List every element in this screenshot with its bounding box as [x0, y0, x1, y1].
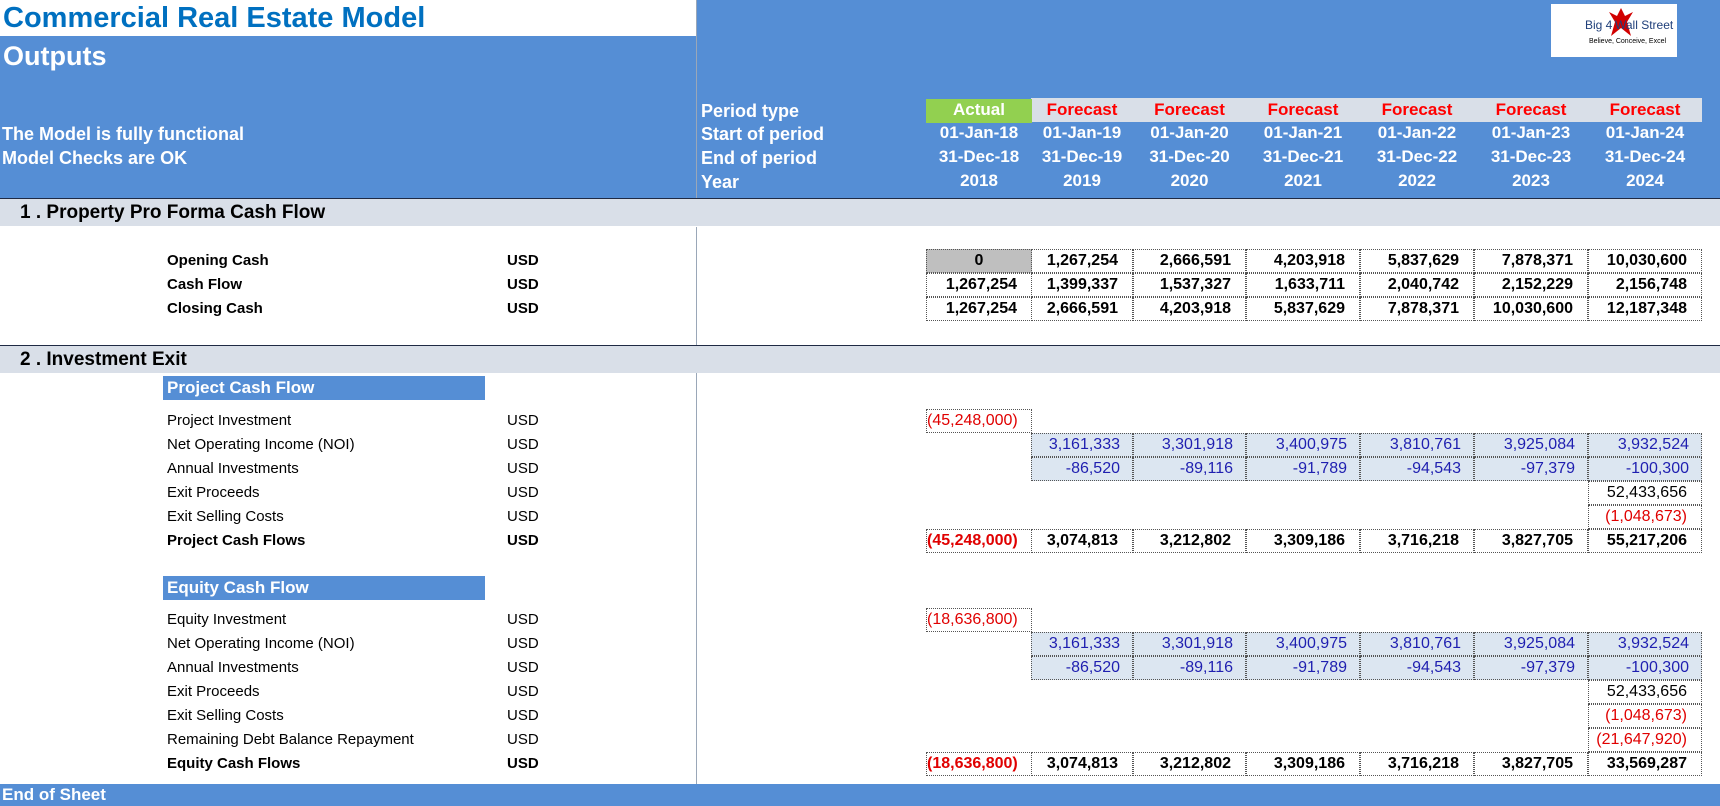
value-cell: -100,300 — [1588, 457, 1702, 481]
row-label: Project Cash Flows — [167, 532, 306, 549]
period-start-2024: 01-Jan-24 — [1605, 123, 1685, 142]
value-cell: 5,837,629 — [1360, 249, 1474, 273]
timeline-label-period-type: Period type — [701, 101, 800, 121]
value-cell: -97,379 — [1474, 656, 1588, 680]
value-cell: 3,309,186 — [1246, 752, 1360, 776]
row-label: Remaining Debt Balance Repayment — [167, 731, 414, 748]
model-status-checks: Model Checks are OK — [2, 148, 188, 168]
period-type-2020: Forecast — [1154, 100, 1225, 119]
row-label: Opening Cash — [167, 252, 269, 269]
row-label: Equity Investment — [167, 611, 287, 628]
value-cell: 3,810,761 — [1360, 433, 1474, 457]
period-start-2021: 01-Jan-21 — [1263, 123, 1343, 142]
value-cell: 3,074,813 — [1031, 529, 1133, 553]
value-cell: 52,433,656 — [1588, 680, 1702, 704]
value-cell: 2,666,591 — [1031, 297, 1133, 321]
value-cell: 3,161,333 — [1031, 632, 1133, 656]
row-label: Net Operating Income (NOI) — [167, 635, 355, 652]
value-cell: 3,301,918 — [1133, 433, 1246, 457]
timeline-label-start: Start of period — [701, 124, 825, 144]
period-end-2022: 31-Dec-22 — [1376, 147, 1458, 166]
row-label: Annual Investments — [167, 659, 299, 676]
period-start-2020: 01-Jan-20 — [1150, 123, 1229, 142]
value-cell: (18,636,800) — [926, 608, 1032, 632]
value-cell: 2,040,742 — [1360, 273, 1474, 297]
value-cell: 3,810,761 — [1360, 632, 1474, 656]
row-unit: USD — [507, 532, 539, 549]
row-label: Cash Flow — [167, 276, 243, 293]
row-unit: USD — [507, 707, 539, 724]
row-unit: USD — [507, 412, 539, 429]
value-cell: (45,248,000) — [926, 529, 1032, 553]
row-label: Exit Selling Costs — [167, 508, 284, 525]
value-cell: 1,633,711 — [1246, 273, 1360, 297]
value-cell: 3,400,975 — [1246, 632, 1360, 656]
value-cell: 2,152,229 — [1474, 273, 1588, 297]
value-cell: 3,827,705 — [1474, 752, 1588, 776]
period-type-2019: Forecast — [1046, 100, 1118, 119]
column-divider — [696, 0, 697, 806]
value-cell: 3,925,084 — [1474, 433, 1588, 457]
value-cell: 12,187,348 — [1588, 297, 1702, 321]
value-cell: 3,925,084 — [1474, 632, 1588, 656]
value-cell: 52,433,656 — [1588, 481, 1702, 505]
project-cash-flow-header: Project Cash Flow — [163, 376, 485, 400]
value-cell: 3,827,705 — [1474, 529, 1588, 553]
value-cell: 33,569,287 — [1588, 752, 1702, 776]
row-label: Exit Proceeds — [167, 683, 260, 700]
section-divider-1 — [0, 226, 1720, 227]
period-end-2024: 31-Dec-24 — [1604, 147, 1686, 166]
logo-right-text: Wall Street — [1615, 18, 1674, 32]
row-label: Net Operating Income (NOI) — [167, 436, 355, 453]
value-cell: -100,300 — [1588, 656, 1702, 680]
value-cell: 3,716,218 — [1360, 529, 1474, 553]
timeline-label-end: End of period — [701, 148, 817, 168]
row-label: Annual Investments — [167, 460, 299, 477]
period-type-2021: Forecast — [1267, 100, 1339, 119]
section-title: 2 . Investment Exit — [20, 349, 187, 370]
sheet-subtitle: Outputs — [3, 41, 107, 71]
period-year-2021: 2021 — [1284, 171, 1322, 190]
value-cell: 7,878,371 — [1474, 249, 1588, 273]
row-unit: USD — [507, 683, 539, 700]
row-unit: USD — [507, 300, 539, 317]
value-cell: (18,636,800) — [926, 752, 1032, 776]
row-label: Equity Cash Flows — [167, 755, 301, 772]
period-year-2023: 2023 — [1512, 171, 1550, 190]
row-unit: USD — [507, 659, 539, 676]
value-cell: 3,309,186 — [1246, 529, 1360, 553]
period-year-2020: 2020 — [1170, 171, 1209, 190]
value-cell: -94,543 — [1360, 656, 1474, 680]
value-cell: 0 — [926, 249, 1032, 273]
row-unit: USD — [507, 611, 539, 628]
period-year-2019: 2019 — [1063, 171, 1101, 190]
value-cell: 5,837,629 — [1246, 297, 1360, 321]
value-cell: 3,716,218 — [1360, 752, 1474, 776]
logo-left-text: Big 4 — [1585, 18, 1613, 32]
value-cell: 2,156,748 — [1588, 273, 1702, 297]
row-unit: USD — [507, 252, 539, 269]
value-cell: 3,932,524 — [1588, 632, 1702, 656]
section-title: 1 . Property Pro Forma Cash Flow — [20, 202, 326, 223]
value-cell: 55,217,206 — [1588, 529, 1702, 553]
footer-band — [0, 784, 1720, 806]
value-cell: 2,666,591 — [1133, 249, 1246, 273]
sheet-title: Commercial Real Estate Model — [3, 2, 426, 34]
value-cell: 3,400,975 — [1246, 433, 1360, 457]
value-cell: 7,878,371 — [1360, 297, 1474, 321]
big4wallstreet-logo — [1551, 4, 1677, 57]
period-start-2018: 01-Jan-18 — [939, 123, 1019, 142]
end-of-sheet-label: End of Sheet — [2, 785, 106, 804]
row-label: Project Investment — [167, 412, 292, 429]
logo-tagline: Believe, Conceive, Excel — [1589, 38, 1667, 45]
row-unit: USD — [507, 731, 539, 748]
period-type-2018: Actual — [926, 99, 1032, 123]
period-end-2021: 31-Dec-21 — [1262, 147, 1344, 166]
value-cell: (1,048,673) — [1588, 505, 1702, 529]
value-cell: 3,161,333 — [1031, 433, 1133, 457]
period-year-2022: 2022 — [1398, 171, 1436, 190]
value-cell: 3,074,813 — [1031, 752, 1133, 776]
row-label: Exit Selling Costs — [167, 707, 284, 724]
period-start-2022: 01-Jan-22 — [1377, 123, 1457, 142]
period-end-2020: 31-Dec-20 — [1149, 147, 1230, 166]
value-cell: 1,267,254 — [926, 297, 1032, 321]
section-bar-1 — [0, 198, 1720, 226]
period-end-2018: 31-Dec-18 — [938, 147, 1020, 166]
period-end-2019: 31-Dec-19 — [1041, 147, 1123, 166]
period-type-2024: Forecast — [1609, 100, 1681, 119]
equity-cash-flow-header: Equity Cash Flow — [163, 576, 485, 600]
row-label: Closing Cash — [167, 300, 263, 317]
value-cell: -86,520 — [1031, 457, 1133, 481]
period-start-2019: 01-Jan-19 — [1042, 123, 1122, 142]
value-cell: 3,932,524 — [1588, 433, 1702, 457]
period-type-2022: Forecast — [1381, 100, 1453, 119]
value-cell: 4,203,918 — [1133, 297, 1246, 321]
period-end-2023: 31-Dec-23 — [1490, 147, 1572, 166]
row-unit: USD — [507, 460, 539, 477]
period-start-2023: 01-Jan-23 — [1491, 123, 1571, 142]
value-cell: 10,030,600 — [1474, 297, 1588, 321]
value-cell: (21,647,920) — [1588, 728, 1702, 752]
value-cell: 3,301,918 — [1133, 632, 1246, 656]
period-year-2024: 2024 — [1626, 171, 1664, 190]
value-cell: (1,048,673) — [1588, 704, 1702, 728]
row-unit: USD — [507, 755, 539, 772]
value-cell: (45,248,000) — [926, 409, 1032, 433]
section-bar-2 — [0, 345, 1720, 373]
value-cell: 3,212,802 — [1133, 529, 1246, 553]
value-cell: 1,267,254 — [926, 273, 1032, 297]
value-cell: 1,267,254 — [1031, 249, 1133, 273]
row-label: Exit Proceeds — [167, 484, 260, 501]
value-cell: -89,116 — [1133, 457, 1246, 481]
row-unit: USD — [507, 635, 539, 652]
value-cell: 3,212,802 — [1133, 752, 1246, 776]
timeline-label-year: Year — [701, 172, 740, 192]
value-cell: 10,030,600 — [1588, 249, 1702, 273]
value-cell: -97,379 — [1474, 457, 1588, 481]
value-cell: -91,789 — [1246, 457, 1360, 481]
row-unit: USD — [507, 484, 539, 501]
value-cell: -86,520 — [1031, 656, 1133, 680]
value-cell: -89,116 — [1133, 656, 1246, 680]
period-year-2018: 2018 — [960, 171, 998, 190]
model-status-functional: The Model is fully functional — [2, 124, 245, 144]
value-cell: -91,789 — [1246, 656, 1360, 680]
row-unit: USD — [507, 276, 539, 293]
row-unit: USD — [507, 436, 539, 453]
value-cell: 4,203,918 — [1246, 249, 1360, 273]
row-unit: USD — [507, 508, 539, 525]
value-cell: -94,543 — [1360, 457, 1474, 481]
period-type-2023: Forecast — [1495, 100, 1567, 119]
value-cell: 1,399,337 — [1031, 273, 1133, 297]
value-cell: 1,537,327 — [1133, 273, 1246, 297]
